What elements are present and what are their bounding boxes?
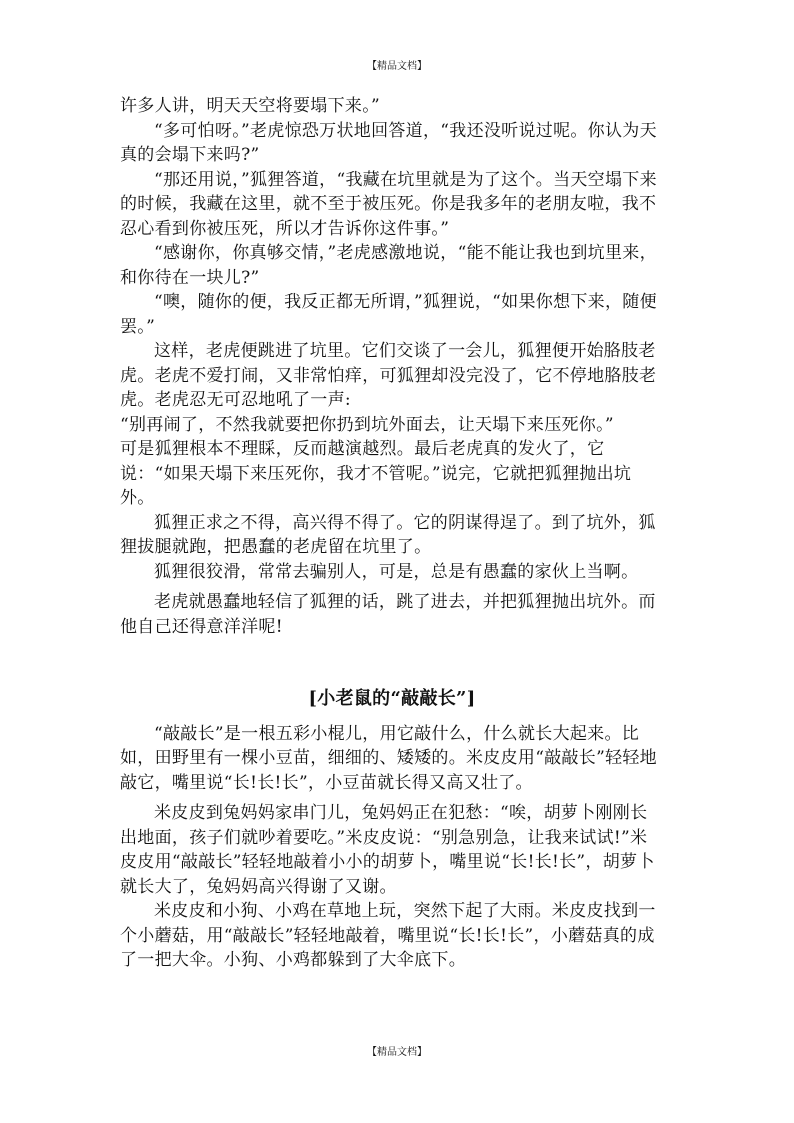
story-title: [小老鼠的“敲敲长”] [308,688,476,709]
paragraph: 可是狐狸根本不理睬，反而越演越烈。最后老虎真的发火了，它说：“如果天塌下来压死你，我才不管呢。”说完，它就把狐狸抛出坑外。 [120,439,632,508]
paragraph: 狐狸很狡滑，常常去骗别人，可是，总是有愚蠢的家伙上当啊。 [154,561,639,582]
paragraph: “多可怕呀。”老虎惊恐万状地回答道，“我还没听说过呢。你认为天真的会塌下来吗?” [120,120,657,165]
paragraph: 这样，老虎便跳进了坑里。它们交谈了一会儿，狐狸便开始胳肢老虎。老虎不爱打闹，又非常怕痒，可狐狸却没完没了，它不停地胳肢老虎。老虎忍无可忍地吼了一声: [120,341,657,410]
paragraph: “别再闹了，不然我就要把你扔到坑外面去，让天塌下来压死你。” [120,414,614,435]
story-fox-tiger [120,94,664,639]
paragraph: 米皮皮和小狗、小鸡在草地上玩，突然下起了大雨。米皮皮找到一个小蘑菇，用“敲敲长”轻轻地敲着，嘴里说“长!长!长”，小蘑菇真的成了一把大伞。小狗、小鸡都躲到了大伞底下。 [120,901,656,970]
story-mouse-stick [120,722,664,973]
paragraph: “噢，随你的便，我反正都无所谓，”狐狸说，“如果你想下来，随便罢。” [120,292,657,337]
paragraph: 老虎就愚蠢地轻信了狐狸的话，跳了进去，并把狐狸抛出坑外。而他自己还得意洋洋呢! [120,592,656,637]
paragraph: “那还用说，”狐狸答道，“我藏在坑里就是为了这个。当天空塌下来的时候，我藏在这里，就不至于被压死。你是我多年的老朋友啦，我不忍心看到你被压死，所以才告诉你这件事。” [120,169,657,239]
paragraph: 许多人讲，明天天空将要塌下来。” [120,96,380,116]
paragraph: “感谢你，你真够交情，”老虎感激地说，“能不能让我也到坑里来，和你待在一块儿?” [120,243,657,288]
page-footer: 【精品文档】 [367,1047,427,1058]
page-header: 【精品文档】 [367,61,427,72]
paragraph: 米皮皮到兔妈妈家串门儿，兔妈妈正在犯愁：“唉，胡萝卜刚刚长出地面，孩子们就吵着要吃。”米皮皮说：“别急别急，让我来试试!”米皮皮用“敲敲长”轻轻地敲着小小的胡萝卜，嘴里说“长!长!长”，胡萝卜就长大了，兔妈妈高兴得谢了又谢。 [120,803,655,897]
document-body [120,94,664,973]
paragraph: 狐狸正求之不得，高兴得不得了。它的阴谋得逞了。到了坑外，狐狸拔腿就跑，把愚蠢的老虎留在坑里了。 [120,512,656,557]
paragraph: “敲敲长”是一根五彩小棍儿，用它敲什么，什么就长大起来。比如，田野里有一棵小豆苗，细细的、矮矮的。米皮皮用“敲敲长”轻轻地敲它，嘴里说“长!长!长”，小豆苗就长得又高又壮了。 [120,723,657,793]
